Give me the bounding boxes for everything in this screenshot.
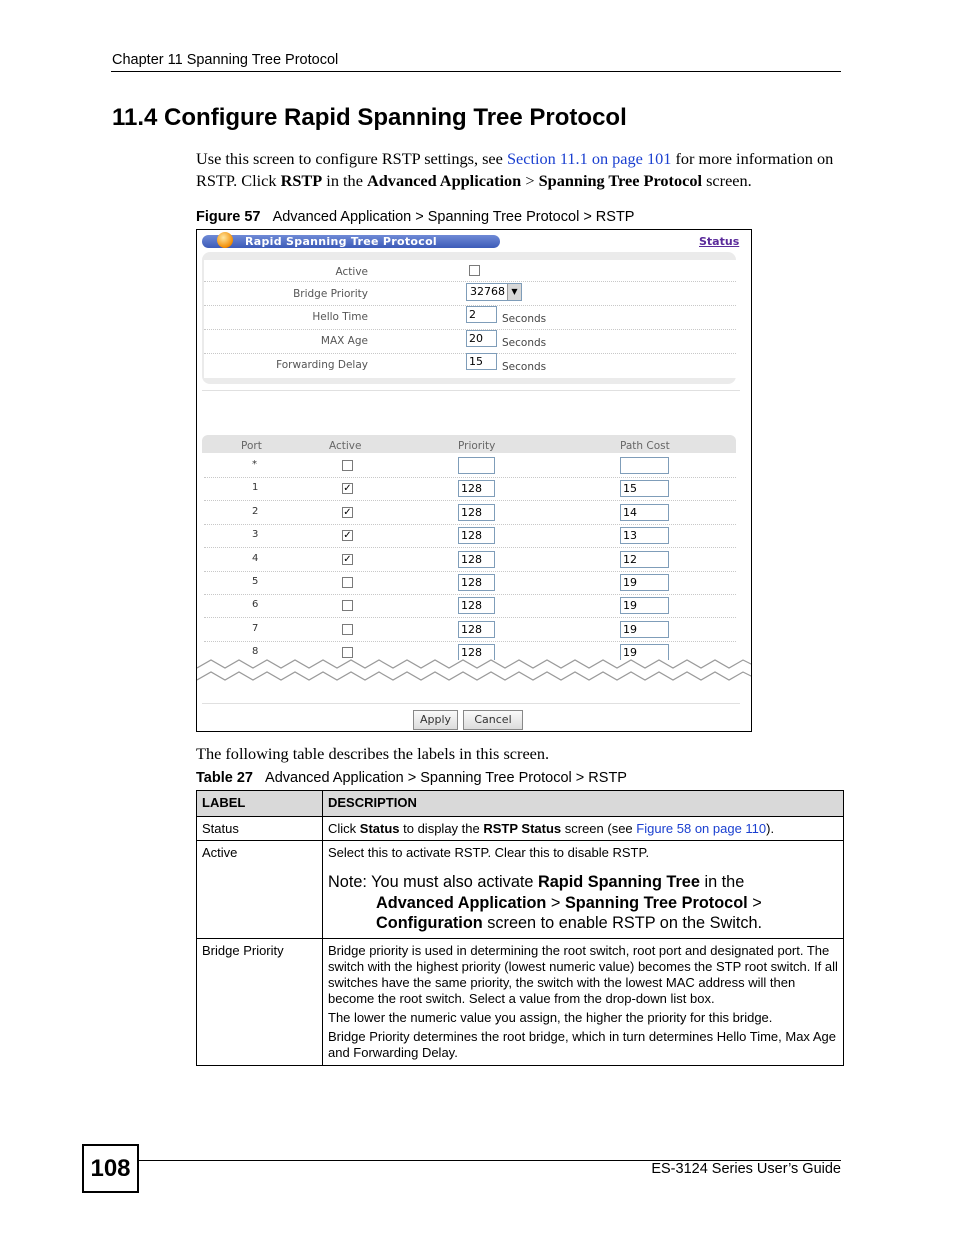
row-forwarding-delay xyxy=(204,353,736,377)
col-port: Port xyxy=(241,440,262,452)
col-active: Active xyxy=(329,440,362,452)
hello-time-input[interactable]: 2 xyxy=(466,306,497,323)
port-row xyxy=(204,454,736,478)
row-label: Bridge Priority xyxy=(197,938,323,1065)
port-path-cost-input[interactable]: 19 xyxy=(620,644,669,661)
port-number: 4 xyxy=(252,552,259,564)
section-link[interactable]: Section 11.1 on page 101 xyxy=(506,149,672,168)
row-label: Active xyxy=(197,841,323,939)
table-row xyxy=(197,938,844,1065)
bridge-priority-select[interactable]: 32768 ▼ xyxy=(466,283,522,301)
port-row xyxy=(204,594,736,618)
cut-mark xyxy=(197,650,752,690)
max-age-unit: Seconds xyxy=(502,337,547,349)
port-number: 3 xyxy=(252,529,259,541)
port-path-cost-input[interactable]: 15 xyxy=(620,480,669,497)
port-number: 5 xyxy=(252,576,259,587)
table-header-row xyxy=(197,791,844,817)
running-header: Chapter 11 Spanning Tree Protocol xyxy=(112,52,339,68)
port-row xyxy=(204,477,736,501)
port-row xyxy=(204,618,736,642)
port-number: * xyxy=(252,459,257,470)
port-active-checkbox[interactable]: ✓ xyxy=(343,553,352,565)
guide-title: ES-3124 Series User’s Guide xyxy=(651,1161,841,1177)
max-age-input[interactable]: 20 xyxy=(466,330,497,347)
port-number: 6 xyxy=(252,599,259,611)
description-table xyxy=(196,790,844,1066)
port-path-cost-input[interactable]: 19 xyxy=(620,597,669,614)
button-bar-rule xyxy=(202,703,740,704)
port-active-checkbox[interactable]: ✓ xyxy=(343,530,352,542)
bridge-priority-label: Bridge Priority xyxy=(293,288,368,300)
port-priority-input[interactable]: 128 xyxy=(458,597,495,614)
rstp-screen-figure xyxy=(196,229,752,732)
forwarding-delay-input[interactable]: 15 xyxy=(466,353,497,370)
forwarding-delay-label: Forwarding Delay xyxy=(276,359,368,371)
col-priority: Priority xyxy=(458,440,496,452)
row-active xyxy=(204,260,736,282)
port-path-cost-input[interactable]: 19 xyxy=(620,621,669,638)
section-title: 11.4 Configure Rapid Spanning Tree Protocol xyxy=(112,104,627,131)
port-priority-input[interactable]: 128 xyxy=(458,527,495,544)
hello-time-unit: Seconds xyxy=(502,313,547,325)
port-table-header xyxy=(202,435,736,453)
port-path-cost-input[interactable]: 12 xyxy=(620,551,669,568)
row-description: Bridge priority is used in determining the root switch, root port and designated port. The switch with the highest priority (lowest numeric value) becomes the STP root switch. If all switches have the same priority, the switch with the lowest MAC address will then become the root switch. Select a value from the drop-down list box. The lower the numeric value you assign, the higher the priority for this bridge. Bridge Priority determines the root bridge, which in turn determines Hello Time, Max Age and Forwarding Delay. xyxy=(323,938,844,1065)
hello-time-label: Hello Time xyxy=(312,311,368,323)
port-active-checkbox[interactable]: ✓ xyxy=(343,483,352,495)
port-active-checkbox[interactable] xyxy=(342,460,353,471)
port-priority-input[interactable]: 128 xyxy=(458,504,495,521)
active-checkbox[interactable] xyxy=(469,265,480,276)
cancel-button[interactable]: Cancel xyxy=(463,710,523,730)
divider xyxy=(202,390,740,391)
port-active-checkbox[interactable] xyxy=(342,577,353,588)
chevron-down-icon: ▼ xyxy=(507,284,521,300)
col-path-cost: Path Cost xyxy=(620,440,670,452)
row-description: Select this to activate RSTP. Clear this to disable RSTP. Note: You must also activate Rapid Spanning Tree in the Advanced Application > Spanning Tree Protocol > Configuration screen to enable RSTP on the Switch. xyxy=(323,841,844,939)
port-path-cost-input[interactable]: 14 xyxy=(620,504,669,521)
port-path-cost-input[interactable] xyxy=(620,457,669,474)
page-number: 108 xyxy=(82,1144,139,1193)
figure-caption: Figure 57 Advanced Application > Spanning Tree Protocol > RSTP xyxy=(196,209,635,225)
orb-icon xyxy=(217,232,233,248)
port-active-checkbox[interactable] xyxy=(342,600,353,611)
table-caption: Table 27 Advanced Application > Spanning Tree Protocol > RSTP xyxy=(196,770,627,786)
status-link[interactable]: Status xyxy=(699,235,740,248)
max-age-label: MAX Age xyxy=(320,335,368,347)
screen-title: Rapid Spanning Tree Protocol xyxy=(245,235,438,248)
forwarding-delay-unit: Seconds xyxy=(502,361,547,373)
port-priority-input[interactable]: 128 xyxy=(458,621,495,638)
port-row xyxy=(204,571,736,595)
description-header: DESCRIPTION xyxy=(323,791,844,817)
port-row xyxy=(204,548,736,572)
table-row xyxy=(197,817,844,841)
header-rule xyxy=(111,71,841,72)
port-number: 8 xyxy=(252,646,259,658)
port-priority-input[interactable]: 128 xyxy=(458,551,495,568)
row-description: Click Status to display the RSTP Status screen (see Figure 58 on page 110). xyxy=(323,817,844,841)
port-active-checkbox[interactable] xyxy=(342,624,353,635)
port-priority-input[interactable] xyxy=(458,457,495,474)
port-number: 7 xyxy=(252,622,259,634)
port-priority-input[interactable]: 128 xyxy=(458,644,495,661)
port-number: 1 xyxy=(252,482,259,494)
figure-link[interactable]: Figure 58 on page 110 xyxy=(636,821,767,836)
port-path-cost-input[interactable]: 19 xyxy=(620,574,669,591)
row-label: Status xyxy=(197,817,323,841)
table-row xyxy=(197,841,844,939)
row-max-age xyxy=(204,329,736,354)
intro-paragraph: Use this screen to configure RSTP settings, see Section 11.1 on page 101 for more information on RSTP. Click RSTP in the Advanced Application > Spanning Tree Protocol screen. xyxy=(196,149,834,190)
note: Note: You must also activate Rapid Spanning Tree in the Advanced Application > Spanning Tree Protocol > Configuration screen to enable RSTP on the Switch. xyxy=(328,873,763,932)
port-active-checkbox[interactable]: ✓ xyxy=(343,506,352,518)
port-priority-input[interactable]: 128 xyxy=(458,574,495,591)
table-intro: The following table describes the labels in this screen. xyxy=(196,744,550,763)
row-hello-time xyxy=(204,305,736,330)
port-path-cost-input[interactable]: 13 xyxy=(620,527,669,544)
port-number: 2 xyxy=(252,505,259,517)
label-header: LABEL xyxy=(197,791,323,817)
port-row xyxy=(204,524,736,548)
port-priority-input[interactable]: 128 xyxy=(458,480,495,497)
port-row xyxy=(204,501,736,525)
active-label: Active xyxy=(335,266,368,278)
apply-button[interactable]: Apply xyxy=(413,710,458,730)
